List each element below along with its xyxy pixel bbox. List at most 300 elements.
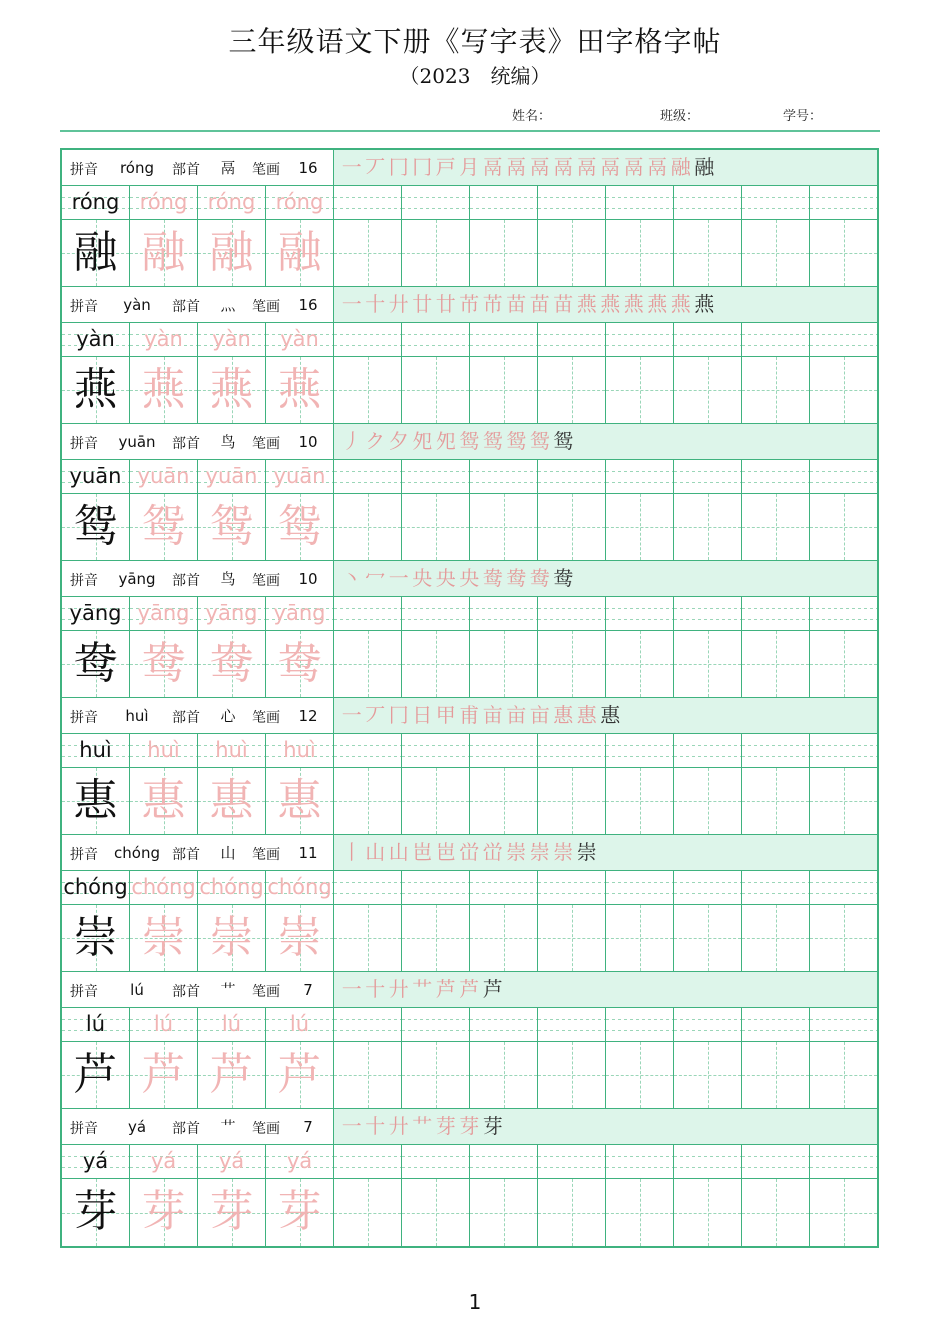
stroke-order-zone — [334, 561, 877, 596]
pinyin-model-cell — [62, 734, 130, 767]
pinyin-blank-cell[interactable] — [470, 323, 538, 356]
stroke-step: 丆 — [365, 703, 386, 727]
character-blank-cell[interactable] — [402, 631, 470, 697]
entry-info-block — [62, 972, 334, 1007]
entry-info-row — [62, 424, 877, 460]
stroke-step: 鸳 — [529, 429, 550, 453]
pinyin-blank-cell[interactable] — [470, 186, 538, 219]
pinyin-blank-cell[interactable] — [606, 734, 674, 767]
pinyin-blank-cell[interactable] — [810, 460, 877, 493]
stroke-step: 十 — [365, 1114, 386, 1138]
character-trace-text: 芽 — [209, 1186, 254, 1237]
character-blank-cell[interactable] — [606, 494, 674, 560]
stroke-step: 一 — [341, 292, 362, 316]
character-blank-cell[interactable] — [810, 1179, 877, 1246]
character-model-cell — [62, 768, 130, 834]
pinyin-trace-cell — [266, 597, 334, 630]
character-blank-cell[interactable] — [538, 220, 606, 286]
pinyin-blank-cell[interactable] — [538, 871, 606, 904]
character-blank-cell[interactable] — [742, 494, 810, 560]
character-blank-cell[interactable] — [674, 905, 742, 971]
character-trace-text: 融 — [277, 227, 322, 278]
pinyin-model-cell — [62, 597, 130, 630]
stroke-step: 山 — [388, 840, 409, 864]
stroke-step: 芇 — [482, 292, 503, 316]
character-blank-cell[interactable] — [674, 768, 742, 834]
stroke-step: 山 — [365, 840, 386, 864]
strokes-label: 笔画 — [252, 299, 280, 315]
character-blank-cell[interactable] — [674, 631, 742, 697]
character-trace-text: 惠 — [277, 775, 322, 826]
stroke-order-sequence — [340, 291, 716, 317]
character-blank-cell[interactable] — [810, 1042, 877, 1108]
character-blank-cell[interactable] — [606, 357, 674, 423]
stroke-step: 一 — [341, 703, 362, 727]
stroke-step: 鬲 — [553, 155, 574, 179]
stroke-step: 芽 — [435, 1114, 456, 1138]
character-practice-row — [62, 768, 877, 835]
pinyin-value: huì — [106, 704, 168, 728]
pinyin-blank-cell[interactable] — [334, 460, 402, 493]
pinyin-trace-cell — [198, 186, 266, 219]
character-blank-cell[interactable] — [810, 220, 877, 286]
stroke-step: 鸯 — [482, 566, 503, 590]
character-blank-cell[interactable] — [674, 220, 742, 286]
pinyin-trace-cell — [130, 597, 198, 630]
pinyin-trace-text: yuān — [137, 464, 190, 488]
pinyin-blank-cell[interactable] — [402, 871, 470, 904]
entry-info-row — [62, 972, 877, 1008]
entry-info-block — [62, 835, 334, 870]
pinyin-blank-cell[interactable] — [402, 597, 470, 630]
pinyin-trace-cell — [266, 1145, 334, 1178]
character-blank-cell[interactable] — [402, 1179, 470, 1246]
pinyin-blank-cell[interactable] — [810, 1008, 877, 1041]
character-blank-cell[interactable] — [470, 768, 538, 834]
pinyin-blank-cell[interactable] — [470, 1008, 538, 1041]
character-blank-cell[interactable] — [334, 631, 402, 697]
stroke-order-sequence — [340, 565, 575, 591]
radical-value: 鸟 — [208, 430, 248, 454]
entry-info-row — [62, 835, 877, 871]
character-blank-cell[interactable] — [606, 768, 674, 834]
pinyin-value: yàn — [106, 293, 168, 317]
pinyin-blank-cell[interactable] — [334, 871, 402, 904]
stroke-step: 鬲 — [647, 155, 668, 179]
pinyin-trace-text: róng — [275, 190, 324, 214]
character-blank-cell[interactable] — [674, 1179, 742, 1246]
character-blank-cell[interactable] — [334, 768, 402, 834]
radical-label: 部首 — [172, 847, 200, 863]
pinyin-blank-cell[interactable] — [470, 597, 538, 630]
pinyin-value: róng — [106, 156, 168, 180]
character-blank-cell[interactable] — [334, 220, 402, 286]
pinyin-blank-cell[interactable] — [470, 460, 538, 493]
character-entry — [62, 698, 877, 835]
pinyin-model-text: huì — [79, 738, 112, 762]
character-practice-row — [62, 905, 877, 972]
pinyin-model-text: yá — [82, 1149, 109, 1173]
stroke-step: 鸳 — [482, 429, 503, 453]
stroke-step: 亩 — [506, 703, 527, 727]
pinyin-trace-text: yá — [218, 1149, 245, 1173]
character-trace-text: 鸳 — [209, 501, 254, 552]
character-blank-cell[interactable] — [810, 631, 877, 697]
character-blank-cell[interactable] — [742, 220, 810, 286]
stroke-step: 鸯 — [529, 566, 550, 590]
character-blank-cell[interactable] — [538, 494, 606, 560]
pinyin-label: 拼音 — [70, 573, 98, 589]
stroke-step: 丆 — [365, 155, 386, 179]
pinyin-blank-cell[interactable] — [674, 323, 742, 356]
pinyin-blank-cell[interactable] — [810, 1145, 877, 1178]
character-trace-cell — [130, 768, 198, 834]
pinyin-blank-cell[interactable] — [538, 323, 606, 356]
stroke-step: 岜 — [412, 840, 433, 864]
character-trace-cell — [266, 631, 334, 697]
character-blank-cell[interactable] — [470, 220, 538, 286]
stroke-step: 苗 — [529, 292, 550, 316]
pinyin-trace-cell — [198, 597, 266, 630]
character-blank-cell[interactable] — [810, 357, 877, 423]
radical-value: 灬 — [208, 293, 248, 317]
pinyin-blank-cell[interactable] — [674, 186, 742, 219]
stroke-step: 一 — [341, 977, 362, 1001]
pinyin-trace-text: lú — [221, 1012, 242, 1036]
character-blank-cell[interactable] — [742, 768, 810, 834]
pinyin-trace-cell — [266, 1008, 334, 1041]
character-trace-text: 芽 — [277, 1186, 322, 1237]
pinyin-blank-cell[interactable] — [334, 1008, 402, 1041]
entry-info-row — [62, 287, 877, 323]
strokes-label: 笔画 — [252, 436, 280, 452]
character-blank-cell[interactable] — [402, 494, 470, 560]
pinyin-blank-cell[interactable] — [402, 186, 470, 219]
pinyin-blank-cell[interactable] — [742, 186, 810, 219]
pinyin-blank-cell[interactable] — [402, 1008, 470, 1041]
pinyin-practice-row — [62, 186, 877, 220]
pinyin-blank-cell[interactable] — [334, 597, 402, 630]
character-trace-text: 崇 — [141, 912, 186, 963]
character-blank-cell[interactable] — [742, 1179, 810, 1246]
pinyin-blank-cell[interactable] — [742, 1008, 810, 1041]
character-trace-cell — [198, 220, 266, 286]
character-practice-row — [62, 1179, 877, 1246]
pinyin-label: 拼音 — [70, 1121, 98, 1137]
character-blank-cell[interactable] — [538, 1179, 606, 1246]
radical-label: 部首 — [172, 299, 200, 315]
character-blank-cell[interactable] — [810, 768, 877, 834]
pinyin-label: 拼音 — [70, 299, 98, 315]
stroke-step: 惠 — [576, 703, 597, 727]
pinyin-blank-cell[interactable] — [742, 323, 810, 356]
pinyin-blank-cell[interactable] — [606, 1008, 674, 1041]
pinyin-trace-cell — [130, 186, 198, 219]
pinyin-blank-cell[interactable] — [674, 871, 742, 904]
stroke-step: 岜 — [435, 840, 456, 864]
pinyin-blank-cell[interactable] — [742, 597, 810, 630]
character-blank-cell[interactable] — [402, 357, 470, 423]
pinyin-trace-text: yāng — [205, 601, 258, 625]
stroke-step: 丨 — [341, 840, 362, 864]
pinyin-blank-cell[interactable] — [606, 323, 674, 356]
character-trace-cell — [266, 1042, 334, 1108]
strokes-value: 7 — [290, 1115, 326, 1139]
stroke-step: 冂 — [388, 703, 409, 727]
character-blank-cell[interactable] — [334, 357, 402, 423]
stroke-step: 日 — [412, 703, 433, 727]
character-blank-cell[interactable] — [402, 220, 470, 286]
character-blank-cell[interactable] — [470, 1179, 538, 1246]
character-entry — [62, 972, 877, 1109]
character-blank-cell[interactable] — [606, 1179, 674, 1246]
pinyin-blank-cell[interactable] — [402, 734, 470, 767]
stroke-step: 廾 — [388, 292, 409, 316]
pinyin-trace-text: yàn — [144, 327, 183, 351]
pinyin-blank-cell[interactable] — [810, 734, 877, 767]
radical-label: 部首 — [172, 162, 200, 178]
pinyin-trace-cell — [198, 1008, 266, 1041]
stroke-step: 芦 — [459, 977, 480, 1001]
character-trace-cell — [130, 494, 198, 560]
character-blank-cell[interactable] — [538, 768, 606, 834]
pinyin-trace-cell — [130, 871, 198, 904]
character-blank-cell[interactable] — [538, 905, 606, 971]
character-blank-cell[interactable] — [606, 1042, 674, 1108]
entry-info-block — [62, 287, 334, 322]
entry-info-row — [62, 1109, 877, 1145]
stroke-step: 央 — [435, 566, 456, 590]
stroke-step: ク — [365, 429, 386, 453]
character-blank-cell[interactable] — [470, 357, 538, 423]
pinyin-trace-text: lú — [289, 1012, 310, 1036]
pinyin-blank-cell[interactable] — [606, 186, 674, 219]
pinyin-blank-cell[interactable] — [606, 871, 674, 904]
strokes-label: 笔画 — [252, 573, 280, 589]
stroke-step: 廿 — [435, 292, 456, 316]
pinyin-blank-cell[interactable] — [334, 734, 402, 767]
pinyin-blank-cell[interactable] — [470, 734, 538, 767]
stroke-order-zone — [334, 1109, 877, 1144]
pinyin-trace-text: yāng — [273, 601, 326, 625]
character-blank-cell[interactable] — [674, 1042, 742, 1108]
strokes-value: 16 — [290, 293, 326, 317]
character-blank-cell[interactable] — [538, 1042, 606, 1108]
pinyin-trace-text: yāng — [137, 601, 190, 625]
pinyin-blank-cell[interactable] — [334, 186, 402, 219]
pinyin-trace-text: huì — [215, 738, 248, 762]
stroke-step: 惠 — [553, 703, 574, 727]
character-blank-cell[interactable] — [470, 905, 538, 971]
practice-grid-sheet — [60, 148, 879, 1248]
character-blank-cell[interactable] — [810, 494, 877, 560]
character-trace-cell — [266, 905, 334, 971]
character-model-cell — [62, 1179, 130, 1246]
pinyin-trace-cell — [198, 460, 266, 493]
stroke-step: 鬲 — [482, 155, 503, 179]
stroke-order-zone — [334, 835, 877, 870]
stroke-step: 芦 — [435, 977, 456, 1001]
pinyin-model-cell — [62, 1008, 130, 1041]
pinyin-blank-cell[interactable] — [810, 597, 877, 630]
character-blank-cell[interactable] — [470, 494, 538, 560]
pinyin-model-cell — [62, 871, 130, 904]
character-blank-cell[interactable] — [470, 631, 538, 697]
stroke-step: 十 — [365, 977, 386, 1001]
pinyin-blank-cell[interactable] — [742, 1145, 810, 1178]
pinyin-blank-cell[interactable] — [538, 734, 606, 767]
stroke-order-zone — [334, 972, 877, 1007]
pinyin-trace-cell — [130, 1008, 198, 1041]
pinyin-blank-cell[interactable] — [674, 597, 742, 630]
pinyin-blank-cell[interactable] — [606, 460, 674, 493]
number-label: 学号： — [783, 109, 823, 124]
character-blank-cell[interactable] — [334, 1179, 402, 1246]
character-blank-cell[interactable] — [810, 905, 877, 971]
character-blank-cell[interactable] — [402, 768, 470, 834]
stroke-step: 亩 — [529, 703, 550, 727]
stroke-step: 一 — [388, 566, 409, 590]
stroke-step: 冂 — [412, 155, 433, 179]
pinyin-blank-cell[interactable] — [538, 597, 606, 630]
pinyin-blank-cell[interactable] — [538, 186, 606, 219]
entry-info-row — [62, 150, 877, 186]
character-trace-text: 鸯 — [209, 638, 254, 689]
character-trace-cell — [198, 357, 266, 423]
radical-label: 部首 — [172, 1121, 200, 1137]
pinyin-blank-cell[interactable] — [402, 460, 470, 493]
character-blank-cell[interactable] — [674, 357, 742, 423]
stroke-step: 央 — [412, 566, 433, 590]
character-trace-cell — [130, 357, 198, 423]
character-trace-cell — [266, 357, 334, 423]
character-blank-cell[interactable] — [742, 1042, 810, 1108]
character-trace-cell — [130, 220, 198, 286]
character-trace-text: 鸳 — [277, 501, 322, 552]
strokes-label: 笔画 — [252, 847, 280, 863]
pinyin-blank-cell[interactable] — [470, 1145, 538, 1178]
character-blank-cell[interactable] — [470, 1042, 538, 1108]
pinyin-model-cell — [62, 323, 130, 356]
pinyin-practice-row — [62, 871, 877, 905]
pinyin-blank-cell[interactable] — [674, 460, 742, 493]
pinyin-blank-cell[interactable] — [674, 1145, 742, 1178]
stroke-step: 夗 — [412, 429, 433, 453]
pinyin-blank-cell[interactable] — [538, 1145, 606, 1178]
stroke-order-sequence — [340, 702, 622, 728]
pinyin-blank-cell[interactable] — [402, 323, 470, 356]
stroke-step: 廿 — [412, 292, 433, 316]
pinyin-blank-cell[interactable] — [606, 597, 674, 630]
character-trace-cell — [266, 220, 334, 286]
character-trace-cell — [198, 1042, 266, 1108]
pinyin-model-text: yāng — [69, 601, 122, 625]
pinyin-blank-cell[interactable] — [742, 460, 810, 493]
pinyin-blank-cell[interactable] — [810, 186, 877, 219]
pinyin-trace-text: róng — [139, 190, 188, 214]
stroke-step: 崇 — [529, 840, 550, 864]
pinyin-blank-cell[interactable] — [334, 323, 402, 356]
stroke-order-sequence — [340, 1113, 505, 1139]
pinyin-blank-cell[interactable] — [674, 734, 742, 767]
pinyin-label: 拼音 — [70, 847, 98, 863]
stroke-step: 鸯 — [553, 566, 574, 590]
character-blank-cell[interactable] — [402, 1042, 470, 1108]
pinyin-blank-cell[interactable] — [742, 871, 810, 904]
character-blank-cell[interactable] — [334, 1042, 402, 1108]
pinyin-blank-cell[interactable] — [470, 871, 538, 904]
pinyin-practice-row — [62, 460, 877, 494]
pinyin-blank-cell[interactable] — [606, 1145, 674, 1178]
pinyin-trace-cell — [198, 1145, 266, 1178]
character-blank-cell[interactable] — [538, 357, 606, 423]
character-trace-text: 鸯 — [141, 638, 186, 689]
pinyin-blank-cell[interactable] — [402, 1145, 470, 1178]
character-blank-cell[interactable] — [742, 631, 810, 697]
pinyin-practice-row — [62, 597, 877, 631]
character-blank-cell[interactable] — [606, 220, 674, 286]
character-trace-cell — [198, 494, 266, 560]
pinyin-blank-cell[interactable] — [674, 1008, 742, 1041]
character-entry — [62, 424, 877, 561]
pinyin-blank-cell[interactable] — [742, 734, 810, 767]
character-trace-text: 燕 — [141, 364, 186, 415]
pinyin-blank-cell[interactable] — [538, 460, 606, 493]
character-blank-cell[interactable] — [606, 631, 674, 697]
character-blank-cell[interactable] — [334, 494, 402, 560]
pinyin-practice-row — [62, 1145, 877, 1179]
character-blank-cell[interactable] — [742, 357, 810, 423]
character-blank-cell[interactable] — [742, 905, 810, 971]
character-trace-text: 芦 — [277, 1049, 322, 1100]
pinyin-trace-cell — [198, 323, 266, 356]
pinyin-blank-cell[interactable] — [810, 323, 877, 356]
character-entry — [62, 835, 877, 972]
character-trace-text: 燕 — [209, 364, 254, 415]
stroke-step: 鬲 — [576, 155, 597, 179]
pinyin-value: yuān — [106, 430, 168, 454]
pinyin-trace-text: yuān — [205, 464, 258, 488]
character-practice-row — [62, 220, 877, 287]
page-number: 1 — [468, 1290, 482, 1314]
pinyin-trace-cell — [266, 323, 334, 356]
radical-label: 部首 — [172, 573, 200, 589]
character-blank-cell[interactable] — [674, 494, 742, 560]
character-blank-cell[interactable] — [402, 905, 470, 971]
pinyin-blank-cell[interactable] — [810, 871, 877, 904]
radical-value: 心 — [208, 704, 248, 728]
character-trace-cell — [198, 631, 266, 697]
class-label: 班级： — [660, 109, 700, 124]
pinyin-blank-cell[interactable] — [538, 1008, 606, 1041]
stroke-order-sequence — [340, 428, 575, 454]
character-blank-cell[interactable] — [334, 905, 402, 971]
pinyin-model-text: lú — [85, 1012, 106, 1036]
pinyin-trace-text: chóng — [199, 875, 264, 899]
character-blank-cell[interactable] — [606, 905, 674, 971]
pinyin-blank-cell[interactable] — [334, 1145, 402, 1178]
pinyin-label: 拼音 — [70, 162, 98, 178]
pinyin-trace-cell — [198, 734, 266, 767]
page-title: 三年级语文下册《写字表》田字格字帖 — [228, 25, 722, 58]
pinyin-trace-cell — [130, 323, 198, 356]
stroke-step: 芇 — [459, 292, 480, 316]
stroke-step: 艹 — [412, 1114, 433, 1138]
character-model-cell — [62, 905, 130, 971]
character-blank-cell[interactable] — [538, 631, 606, 697]
character-trace-text: 融 — [141, 227, 186, 278]
stroke-step: 峃 — [482, 840, 503, 864]
